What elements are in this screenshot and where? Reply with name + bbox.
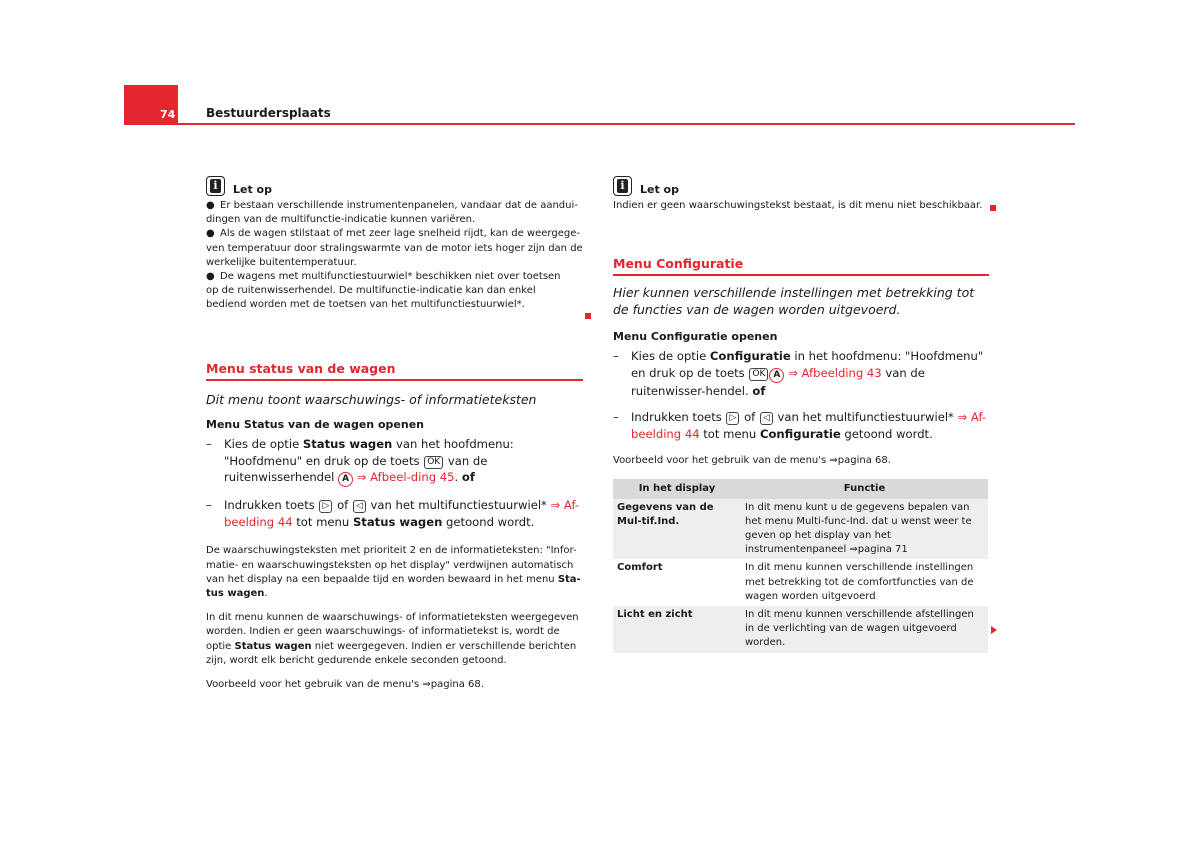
configuratie-section (613, 257, 989, 653)
table-cell: Gegevens van de Mul-tif.Ind. (613, 499, 741, 560)
note-text: Indien er geen waarschuwingstekst bestaat, is dit menu niet beschikbaar. (613, 200, 983, 211)
callout-a-icon: A (338, 472, 353, 487)
continue-arrow-icon (991, 626, 997, 634)
end-marker (990, 205, 996, 211)
right-arrow-key-icon: ▷ (726, 412, 739, 425)
header-rule (124, 123, 1075, 125)
note-bullet: ● De wagens met multifunctiestuurwiel* beschikken niet over toetsen op de ruitenwisserhendel. De multifunctie-indicatie kan dan enkel bediend worden met de toetsen van het multifunctiestuurwiel*. (206, 271, 561, 311)
note-header (613, 175, 991, 197)
table-cell: Licht en zicht (613, 606, 741, 653)
step-item: – Kies de optie Status wagen van het hoofdmenu: "Hoofdmenu" en druk op de toets OK van de ruitenwisserhendel A ⇒ Afbeel-ding 45. of (206, 436, 583, 487)
ok-key-icon: OK (749, 368, 768, 381)
table-cell: In dit menu kunnen verschillende instellingen met betrekking tot de comfortfuncties van de wagen worden uitgevoerd (741, 559, 988, 606)
table-cell: Comfort (613, 559, 741, 606)
left-column (206, 175, 583, 313)
step-item: – Indrukken toets ▷ of ◁ van het multifunctiestuurwiel* ⇒ Af-beelding 44 tot menu Status wagen getoond wordt. (206, 498, 580, 529)
note-title: Let op (233, 182, 272, 196)
figure-link[interactable]: ⇒ Af-beelding 44 (631, 410, 987, 441)
table-row (613, 559, 988, 606)
right-column (613, 175, 991, 213)
callout-a-icon: A (769, 368, 784, 383)
end-marker (585, 313, 591, 319)
figure-link[interactable]: ⇒ Afbeelding 43 (788, 365, 882, 380)
info-icon: i (206, 176, 225, 196)
table-row (613, 499, 988, 560)
left-arrow-key-icon: ◁ (760, 412, 773, 425)
left-arrow-key-icon: ◁ (353, 500, 366, 513)
table-header: Functie (741, 479, 988, 499)
figure-link[interactable]: ⇒ Af-beelding 44 (224, 498, 580, 529)
status-section (206, 362, 583, 692)
table-cell: In dit menu kunt u de gegevens bepalen van het menu Multi-func-Ind. dat u wenst weer te geven op het display van het instrumentenpaneel ⇒pagina 71 (741, 499, 988, 560)
step-item: – Indrukken toets ▷ of ◁ van het multifunctiestuurwiel* ⇒ Af-beelding 44 tot menu Configuratie getoond wordt. (613, 410, 987, 441)
note-bullet: ● Er bestaan verschillende instrumentenpanelen, vandaar dat de aandui-dingen van de multifunctie-indicatie kunnen variëren. (206, 200, 578, 226)
function-table (613, 479, 988, 653)
page-number: 74 (160, 108, 176, 121)
body-paragraph: In dit menu kunnen de waarschuwings- of informatieteksten weergegeven worden. Indien er geen waarschuwings- of informatietekst is, wordt de optie Status wagen niet weergegeven. Indien er verschillende berichten zijn, wordt elk bericht gedurende enkele seconden getoond. (206, 612, 579, 666)
body-paragraph: De waarschuwingsteksten met prioriteit 2 en de informatieteksten: "Infor-matie- en waarschuwingsteksten op het display" verdwijnen automatisch van het display na een bepaalde tijd en worden bewaard in het menu Sta-tus wagen. (206, 545, 581, 600)
figure-link[interactable]: ⇒ Afbeel-ding 45 (356, 470, 455, 485)
section-title-status: Menu status van de wagen (206, 362, 583, 381)
section-intro: Dit menu toont waarschuwings- of informatieteksten (206, 392, 537, 408)
note-bullet: ● Als de wagen stilstaat of met zeer lage snelheid rijdt, kan de weergege-ven temperatuur door stralingswarmte van de motor iets hoger zijn dan de werkelijke buitentemperatuur. (206, 228, 583, 268)
section-intro: Hier kunnen verschillende instellingen met betrekking tot de functies van de wagen worden uitgevoerd. (613, 285, 975, 318)
right-arrow-key-icon: ▷ (319, 500, 332, 513)
step-item: – Kies de optie Configuratie in het hoofdmenu: "Hoofdmenu" en druk op de toets OK A ⇒ Afbeelding 43 van de ruitenwisser-hendel. of (613, 349, 984, 398)
section-title-configuratie: Menu Configuratie (613, 257, 989, 276)
info-icon: i (613, 176, 632, 196)
table-header: In het display (613, 479, 741, 499)
table-cell: In dit menu kunnen verschillende afstellingen in de verlichting van de wagen uitgevoerd worden. (741, 606, 988, 653)
subheading: Menu Configuratie openen (613, 330, 778, 344)
page-reference: Voorbeeld voor het gebruik van de menu's ⇒pagina 68. (613, 455, 891, 467)
table-row (613, 606, 988, 653)
note-header (206, 175, 583, 197)
running-head: Bestuurdersplaats (206, 106, 331, 120)
ok-key-icon: OK (424, 456, 443, 469)
page-reference: Voorbeeld voor het gebruik van de menu's ⇒pagina 68. (206, 679, 484, 691)
note-title: Let op (640, 182, 679, 196)
subheading: Menu Status van de wagen openen (206, 418, 424, 432)
